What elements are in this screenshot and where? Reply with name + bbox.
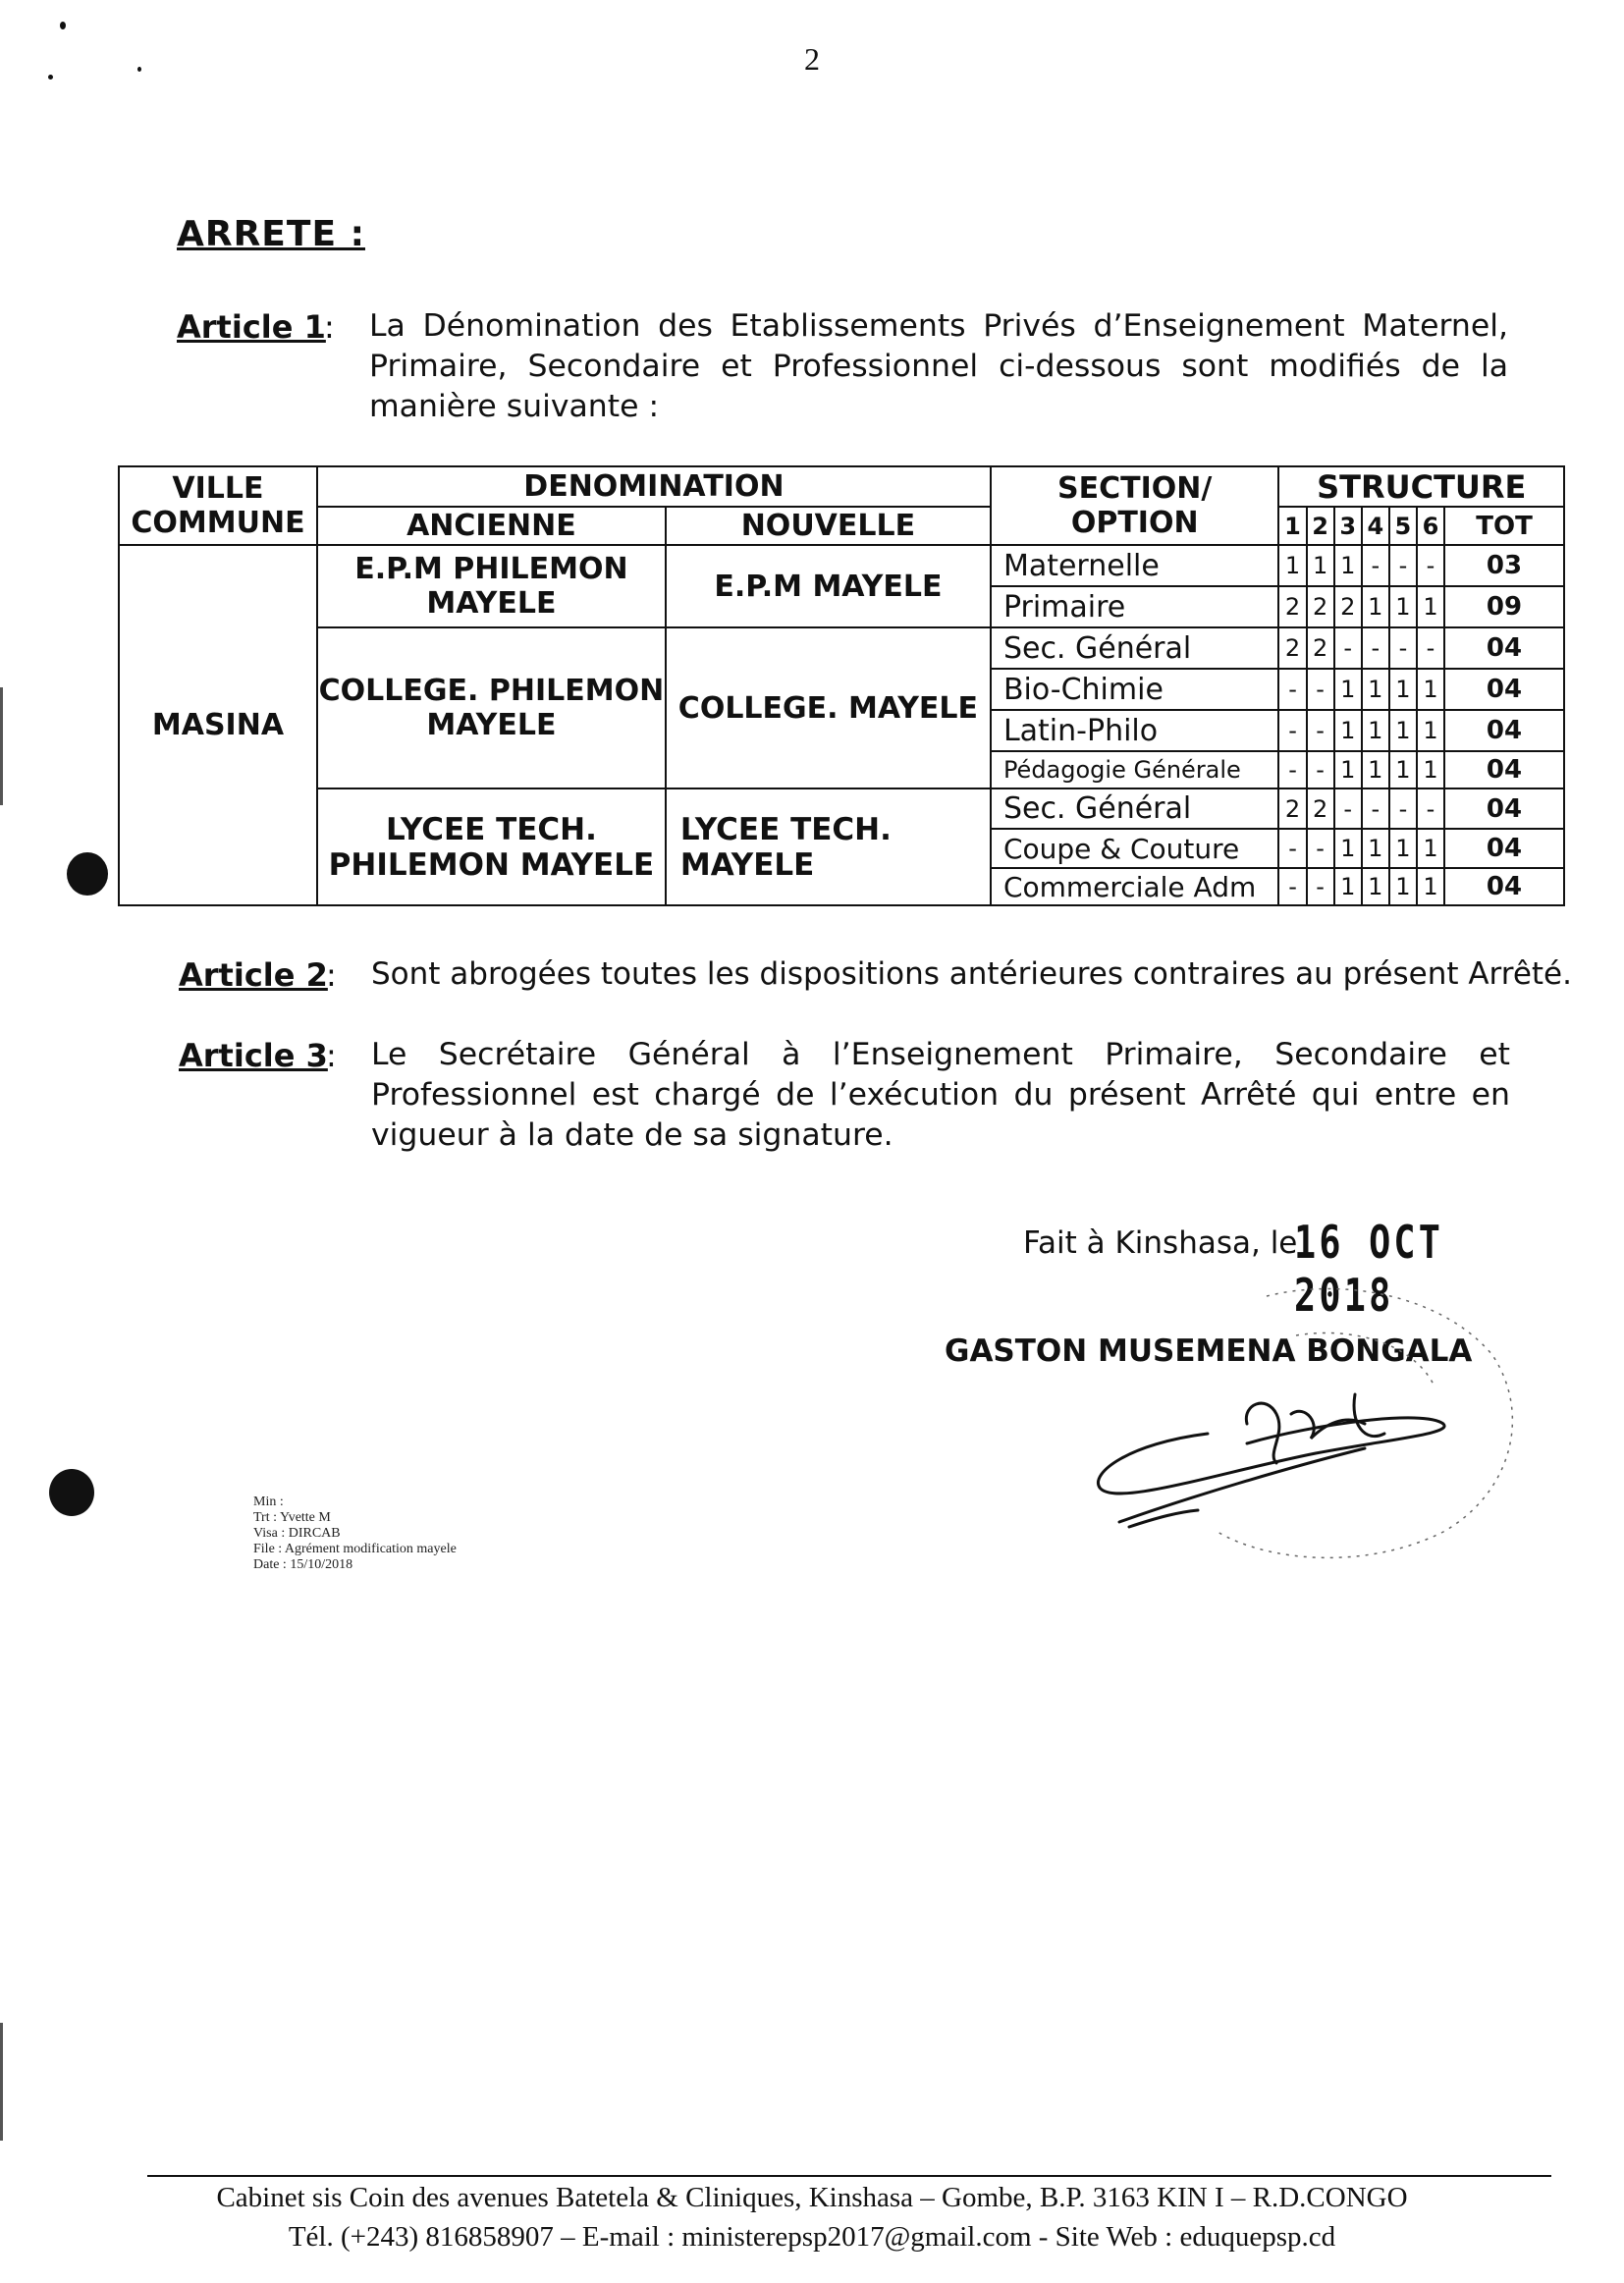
option-cell: Sec. Général	[991, 788, 1279, 829]
header-year-1: 1	[1278, 507, 1306, 545]
signer-name: GASTON MUSEMENA BONGALA	[945, 1333, 1473, 1369]
structure-cell: 1	[1334, 710, 1362, 751]
structure-cell: 2	[1307, 586, 1334, 627]
structure-cell: -	[1417, 545, 1444, 586]
structure-cell: 2	[1307, 788, 1334, 829]
option-cell: Bio-Chimie	[991, 669, 1279, 710]
header-year-2: 2	[1307, 507, 1334, 545]
table-row	[119, 627, 1564, 669]
nouvelle-name: LYCEE TECH. MAYELE	[666, 788, 991, 905]
structure-cell: -	[1278, 868, 1306, 905]
page-number: 2	[804, 41, 820, 77]
article-3-label: Article 3	[179, 1037, 328, 1074]
punch-hole	[49, 1469, 94, 1516]
structure-cell: -	[1278, 669, 1306, 710]
structure-cell: 1	[1417, 710, 1444, 751]
article-3-text: Le Secrétaire Général à l’Enseignement Primaire, Secondaire et Professionnel est chargé de l’exécution du présent Arrêté qui entre en vigueur à la date de sa signature.	[371, 1037, 1510, 1153]
option-cell: Primaire	[991, 586, 1279, 627]
header-section-option	[991, 466, 1279, 545]
denomination-table	[118, 465, 1565, 906]
header-year-3: 3	[1334, 507, 1362, 545]
structure-cell: -	[1278, 710, 1306, 751]
header-nouvelle: NOUVELLE	[666, 507, 991, 545]
footer-rule	[147, 2175, 1551, 2177]
structure-cell: 1	[1389, 868, 1417, 905]
total-cell: 04	[1444, 751, 1564, 788]
scan-edge-mark	[0, 2023, 3, 2141]
structure-cell: 1	[1417, 586, 1444, 627]
header-year-6: 6	[1417, 507, 1444, 545]
total-cell: 03	[1444, 545, 1564, 586]
header-year-5: 5	[1389, 507, 1417, 545]
article-2-text: Sont abrogées toutes les dispositions antérieures contraires au présent Arrêté.	[371, 956, 1572, 992]
total-cell: 09	[1444, 586, 1564, 627]
structure-cell: -	[1334, 627, 1362, 669]
structure-cell: -	[1307, 751, 1334, 788]
total-cell: 04	[1444, 829, 1564, 868]
reference-line: Min :	[253, 1495, 284, 1509]
structure-cell: 2	[1307, 627, 1334, 669]
structure-cell: -	[1307, 710, 1334, 751]
article-3-colon: :	[326, 1037, 337, 1074]
structure-cell: 1	[1389, 710, 1417, 751]
article-1-text: La Dénomination des Etablissements Privés d’Enseignement Maternel, Primaire, Secondaire et Professionnel ci-dessous sont modifiés de la manière suivante :	[369, 308, 1508, 424]
scan-speck	[60, 22, 66, 29]
punch-hole	[67, 852, 108, 896]
reference-line: File : Agrément modification mayele	[253, 1542, 457, 1556]
article-2-colon: :	[326, 956, 337, 994]
reference-block	[253, 1495, 457, 1573]
structure-cell: 1	[1362, 751, 1389, 788]
structure-cell: -	[1389, 788, 1417, 829]
signature-place-date: Fait à Kinshasa, le	[1023, 1225, 1298, 1261]
structure-cell: 1	[1334, 545, 1362, 586]
structure-cell: 2	[1334, 586, 1362, 627]
structure-cell: -	[1389, 627, 1417, 669]
structure-cell: 1	[1334, 669, 1362, 710]
structure-cell: 1	[1307, 545, 1334, 586]
structure-cell: 1	[1362, 586, 1389, 627]
nouvelle-name: E.P.M MAYELE	[666, 545, 991, 627]
structure-cell: 1	[1389, 669, 1417, 710]
structure-cell: -	[1278, 829, 1306, 868]
article-1-colon: :	[324, 308, 335, 346]
structure-cell: -	[1362, 788, 1389, 829]
header-ville: VILLE	[172, 471, 264, 506]
structure-cell: -	[1362, 545, 1389, 586]
total-cell: 04	[1444, 868, 1564, 905]
structure-cell: 1	[1334, 868, 1362, 905]
scan-edge-mark	[0, 687, 3, 805]
footer-address: Cabinet sis Coin des avenues Batetela & Cliniques, Kinshasa – Gombe, B.P. 3163 KIN I – R.D.CONGO	[216, 2182, 1408, 2213]
structure-cell: 1	[1278, 545, 1306, 586]
ancienne-name: LYCEE TECH. PHILEMON MAYELE	[317, 788, 666, 905]
structure-cell: 1	[1362, 868, 1389, 905]
table-row	[119, 545, 1564, 586]
header-denomination: DENOMINATION	[317, 466, 991, 507]
header-ville-commune	[119, 466, 317, 545]
structure-cell: 1	[1417, 751, 1444, 788]
ancienne-name: COLLEGE. PHILEMON MAYELE	[317, 627, 666, 788]
option-cell: Coupe & Couture	[991, 829, 1279, 868]
article-1-label: Article 1	[177, 308, 326, 346]
header-section: SECTION/	[1057, 471, 1213, 506]
structure-cell: 2	[1278, 627, 1306, 669]
option-cell: Sec. Général	[991, 627, 1279, 669]
reference-line: Visa : DIRCAB	[253, 1526, 341, 1541]
handwritten-signature	[1070, 1277, 1532, 1571]
structure-cell: 1	[1334, 829, 1362, 868]
option-cell: Latin-Philo	[991, 710, 1279, 751]
structure-cell: 2	[1278, 788, 1306, 829]
option-cell: Commerciale Adm	[991, 868, 1279, 905]
header-commune: COMMUNE	[131, 506, 305, 540]
structure-cell: -	[1417, 788, 1444, 829]
footer-contact: Tél. (+243) 816858907 – E-mail : ministerepsp2017@gmail.com - Site Web : eduquepsp.cd	[288, 2221, 1336, 2253]
structure-cell: -	[1307, 669, 1334, 710]
structure-cell: 1	[1362, 669, 1389, 710]
structure-cell: -	[1307, 868, 1334, 905]
structure-cell: -	[1307, 829, 1334, 868]
reference-line: Date : 15/10/2018	[253, 1557, 353, 1572]
header-option: OPTION	[1070, 506, 1199, 540]
structure-cell: 1	[1334, 751, 1362, 788]
structure-cell: -	[1389, 545, 1417, 586]
structure-cell: -	[1362, 627, 1389, 669]
structure-cell: 2	[1278, 586, 1306, 627]
nouvelle-name: COLLEGE. MAYELE	[666, 627, 991, 788]
header-tot: TOT	[1444, 507, 1564, 545]
total-cell: 04	[1444, 669, 1564, 710]
reference-line: Trt : Yvette M	[253, 1510, 331, 1525]
total-cell: 04	[1444, 788, 1564, 829]
structure-cell: 1	[1389, 751, 1417, 788]
structure-cell: 1	[1417, 868, 1444, 905]
structure-cell: 1	[1389, 829, 1417, 868]
structure-cell: 1	[1417, 669, 1444, 710]
structure-cell: 1	[1362, 829, 1389, 868]
structure-cell: 1	[1362, 710, 1389, 751]
option-cell: Pédagogie Générale	[991, 751, 1279, 788]
structure-cell: -	[1417, 627, 1444, 669]
structure-cell: 1	[1389, 586, 1417, 627]
date-stamp: 16 OCT 2018	[1294, 1216, 1444, 1322]
commune-cell: MASINA	[119, 545, 317, 905]
ancienne-name: E.P.M PHILEMON MAYELE	[317, 545, 666, 627]
header-year-4: 4	[1362, 507, 1389, 545]
table-row	[119, 788, 1564, 829]
article-2-label: Article 2	[179, 956, 328, 994]
structure-cell: -	[1278, 751, 1306, 788]
total-cell: 04	[1444, 710, 1564, 751]
header-ancienne: ANCIENNE	[317, 507, 666, 545]
structure-cell: -	[1334, 788, 1362, 829]
header-structure: STRUCTURE	[1278, 466, 1564, 507]
total-cell: 04	[1444, 627, 1564, 669]
decision-heading: ARRETE :	[177, 214, 365, 254]
structure-cell: 1	[1417, 829, 1444, 868]
option-cell: Maternelle	[991, 545, 1279, 586]
